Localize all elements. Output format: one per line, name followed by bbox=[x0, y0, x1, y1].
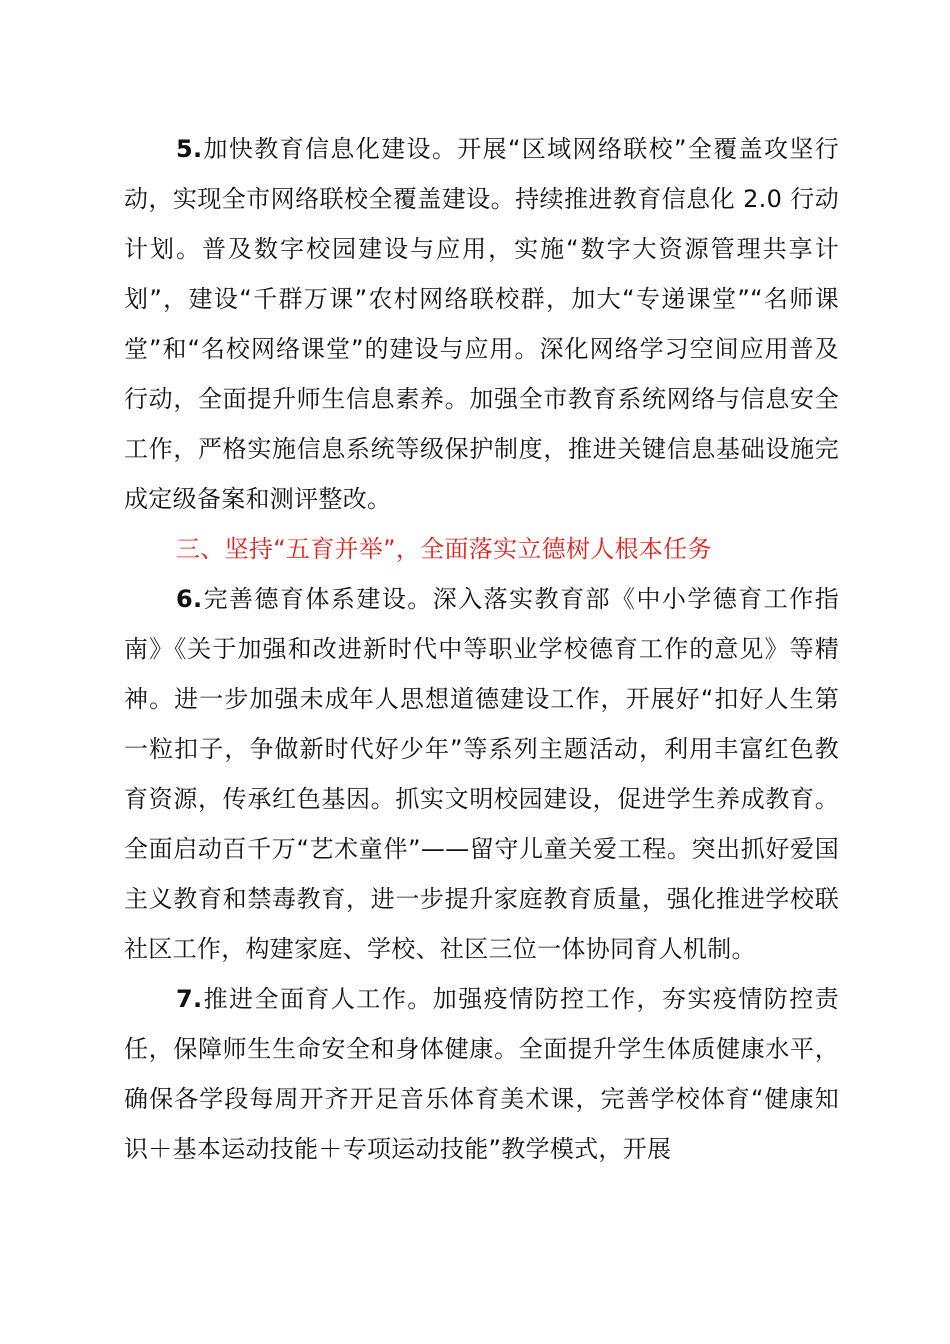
paragraph-7-text: 推进全面育人工作。加强疫情防控工作，夯实疫情防控责任，保障师生生命安全和身体健康。全面提升学生体质健康水平，确保各学段每周开齐开足音乐体育美术课，完善学校体育“健康知识＋基本运动技能＋专项运动技能”教学模式，开展 bbox=[124, 985, 839, 1163]
paragraph-7 bbox=[124, 974, 839, 1174]
paragraph-5-text: 加快教育信息化建设。开展“区域网络联校”全覆盖攻坚行动，实现全市网络联校全覆盖建设。持续推进教育信息化 2.0 行动计划。普及数字校园建设与应用，实施“数字大资源管理共享计划”，建设“千群万课”农村网络联校群，加大“专递课堂”“名师课堂”和“名校网络课堂”的建设与应用。深化网络学习空间应用普及行动，全面提升师生信息素养。加强全市教育系统网络与信息安全工作，严格实施信息系统等级保护制度，推进关键信息基础设施完成定级备案和测评整改。 bbox=[124, 135, 839, 513]
paragraph-6-number: 6. bbox=[176, 585, 203, 613]
document-body bbox=[124, 124, 839, 1174]
paragraph-5 bbox=[124, 124, 839, 524]
paragraph-7-number: 7. bbox=[176, 985, 203, 1013]
paragraph-5-number: 5. bbox=[176, 135, 203, 163]
paragraph-6-text: 完善德育体系建设。深入落实教育部《中小学德育工作指南》《关于加强和改进新时代中等职业学校德育工作的意见》等精神。进一步加强未成年人思想道德建设工作，开展好“扣好人生第一粒扣子，争做新时代好少年”等系列主题活动，利用丰富红色教育资源，传承红色基因。抓实文明校园建设，促进学生养成教育。全面启动百千万“艺术童伴”——留守儿童关爱工程。突出抓好爱国主义教育和禁毒教育，进一步提升家庭教育质量，强化推进学校联社区工作，构建家庭、学校、社区三位一体协同育人机制。 bbox=[124, 585, 839, 963]
paragraph-6 bbox=[124, 574, 839, 974]
section-heading-3: 三、坚持“五育并举”，全面落实立德树人根本任务 bbox=[176, 535, 712, 563]
